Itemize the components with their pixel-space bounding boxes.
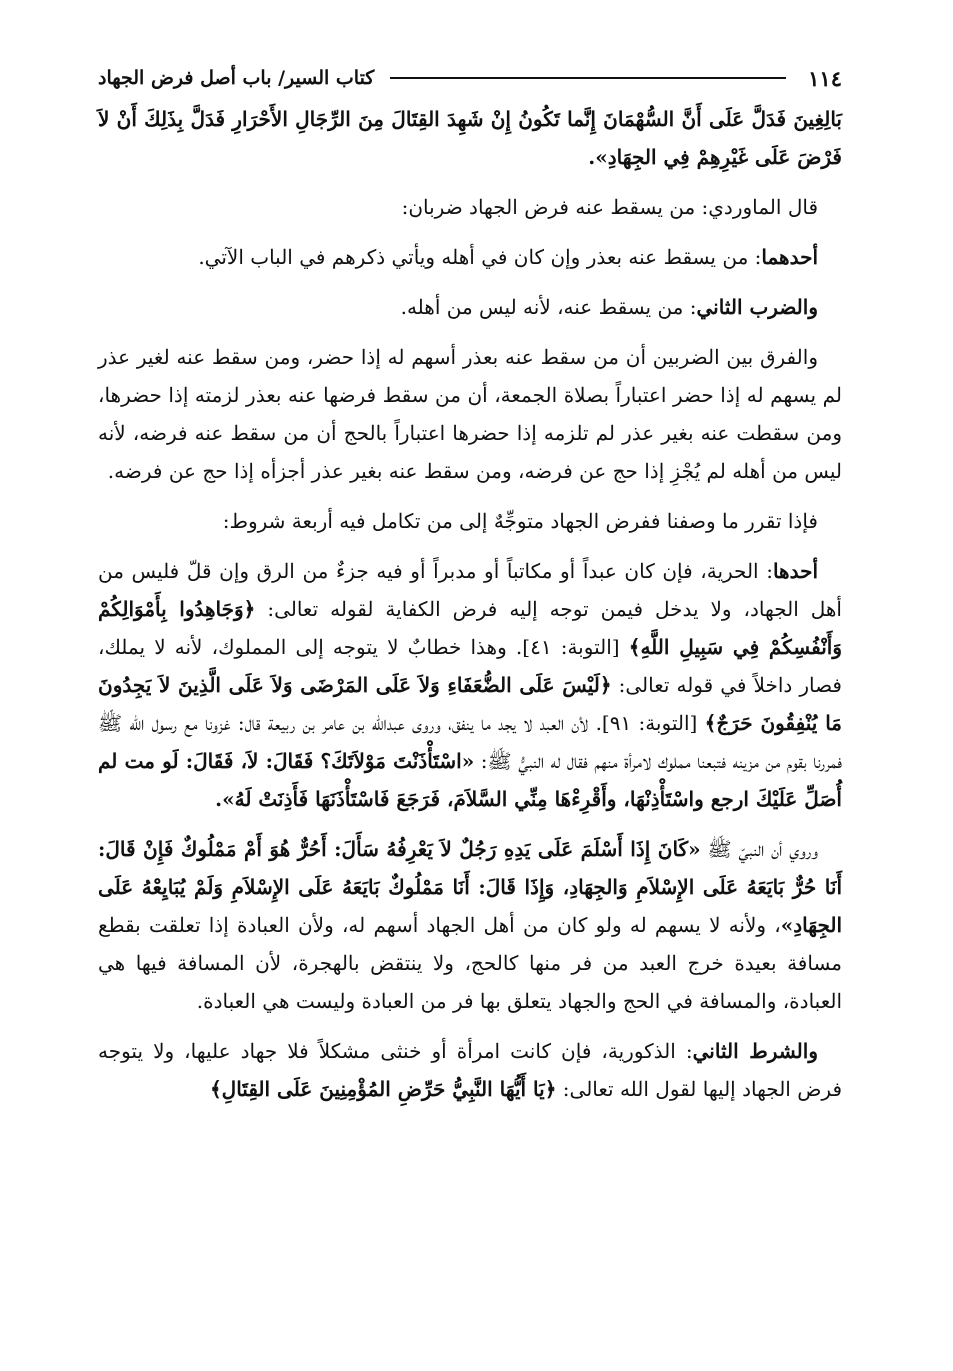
paragraph	[98, 552, 842, 818]
paragraph-lead: والشرط الثاني	[692, 1039, 818, 1063]
paragraph-text: قال الماوردي: من يسقط عنه فرض الجهاد ضربان:	[401, 195, 818, 219]
paragraph-lead: أحدها	[772, 559, 818, 583]
paragraph	[98, 238, 842, 276]
paragraph-text: ، ولأنه لا يسهم له ولو كان من أهل الجهاد أسهم له، ولأن العبادة إذا تعلقت بقطع مسافة بعيدة خرج العبد من فر منها كالحج، ولا ينتقض بالهجرة، لأن المسافة فيها هي العبادة، والمسافة في الحج والجهاد يتعلق بها فر من العبادة وليست هي العبادة.	[98, 913, 842, 1013]
paragraph-text: : الحرية، فإن كان عبداً أو مكاتباً أو مدبراً أو فيه جزءٌ من الرق وإن قلّ فليس من أهل الجهاد، ولا يدخل فيمن توجه إليه فرض الكفاية لقوله تعالى:	[98, 559, 842, 621]
quran-verse: ﴿يَا أَيُّهَا النَّبِيُّ حَرِّضِ المُؤْمِنِينَ عَلَى القِتَالِ﴾	[209, 1077, 557, 1101]
paragraph	[98, 338, 842, 490]
running-title: كتاب السير/ باب أصل فرض الجهاد	[98, 67, 375, 89]
paragraph-text: : الذكورية، فإن كانت امرأة أو خنثى مشكلاً فلا جهاد عليها، ولا يتوجه فرض الجهاد إليها لقول الله تعالى:	[98, 1039, 842, 1101]
paragraph	[98, 502, 842, 540]
paragraph	[98, 188, 842, 226]
header-rule	[390, 77, 786, 79]
page-header	[98, 62, 842, 94]
hadith-quote: «اسْتَأْذَنْتَ مَوْلاَتَكَ؟ فَقَالَ: لاَ، فَقَالَ: لَو مت لم أُصَلِّ عَلَيْكَ ارجع واسْتَأْذِنْهَا، وأَقْرِءْهَا مِنِّي السَّلاَمَ، فَرَجَعَ فَاسْتَأْذَنَهَا فَأَذِنَتْ لَهُ».	[98, 749, 842, 811]
paragraph	[98, 830, 842, 1020]
hadith-quote: بَالِغِينَ فَدَلَّ عَلَى أَنَّ السُّهْمَانَ إِنَّما تَكُونُ إِنْ شَهِدَ القِتَالَ مِنَ الرِّجَالِ الأَحْرَارِ فَدَلَّ بِذَلِكَ أَنْ لاَ فَرْضَ عَلَى غَيْرِهِمْ فِي الجِهَادِ».	[98, 107, 842, 169]
paragraph	[98, 1032, 842, 1108]
page-number: ١١٤	[808, 65, 842, 91]
quran-verse: ﴿وَجَاهِدُوا بِأَمْوَالِكُمْ وَأَنْفُسِكُمْ فِي سَبِيلِ اللَّهِ﴾	[98, 597, 843, 659]
body-text	[98, 100, 842, 1120]
paragraph-text: [التوبة: ٩١]. لأن العبد لا يجد ما ينفق، وروى عبدالله بن عامر بن ربيعة قال: غزونا مع رسول الله ﷺ فمررنا بقوم من مزينه فتبعنا مملوك لامرأة منهم فقال له النبيُّ ﷺ:	[98, 711, 842, 773]
paragraph-text: فإذا تقرر ما وصفنا ففرض الجهاد متوجِّهٌ إلى من تكامل فيه أربعة شروط:	[222, 509, 818, 533]
paragraph-lead: أحدهما	[761, 245, 818, 269]
paragraph-lead: والضرب الثاني	[696, 295, 818, 319]
paragraph-text: [التوبة: ٤١]. وهذا خطابٌ لا يتوجه إلى المملوك، لأنه لا يملك، فصار داخلاً في قوله تعالى:	[98, 635, 842, 697]
paragraph-text: والفرق بين الضربين أن من سقط عنه بعذر أسهم له إذا حضر، ومن سقط عنه لغير عذر لم يسهم له إذا حضر اعتباراً بصلاة الجمعة، أن من سقط فرضها عنه بعذر لزمته إذا حضرها، ومن سقطت عنه بغير عذر لم تلزمه إذا حضرها اعتباراً بالحج أن من سقط عنه فرضه، لأنه ليس من أهله لم يُجْزِ إذا حج عن فرضه، ومن سقط عنه بغير عذر أجزأه إذا حج عن فرضه.	[98, 345, 842, 483]
paragraph	[98, 288, 842, 326]
paragraph-text: : من يسقط عنه بعذر وإن كان في أهله ويأتي ذكرهم في الباب الآتي.	[198, 245, 762, 269]
quran-verse: ﴿لَيْسَ عَلَى الضُّعَفَاءِ وَلاَ عَلَى المَرْضَى وَلاَ عَلَى الَّذِينَ لاَ يَجِدُونَ مَا يُنْفِقُونَ حَرَجٌ﴾	[98, 673, 843, 735]
paragraph-text: : من يسقط عنه، لأنه ليس من أهله.	[400, 295, 697, 319]
paragraph-text: وروي أن النبيّ ﷺ	[700, 837, 819, 861]
paragraph	[98, 100, 842, 176]
hadith-quote: «كَانَ إِذَا أَسْلَمَ عَلَى يَدِهِ رَجُلٌ لاَ يَعْرِفُهُ سَأَلَ: أَحُرٌّ هُوَ أَمْ مَمْلُوكٌ فَإِنْ قَالَ: أَنَا حُرٌّ بَايَعَهُ عَلَى الإِسْلاَمِ وَالجِهَادِ، وَإِذَا قَالَ: أَنَا مَمْلُوكٌ بَايَعَهُ عَلَى الإِسْلاَمِ وَلَمْ يُبَايِعْهُ عَلَى الجِهَادِ»	[98, 837, 842, 937]
